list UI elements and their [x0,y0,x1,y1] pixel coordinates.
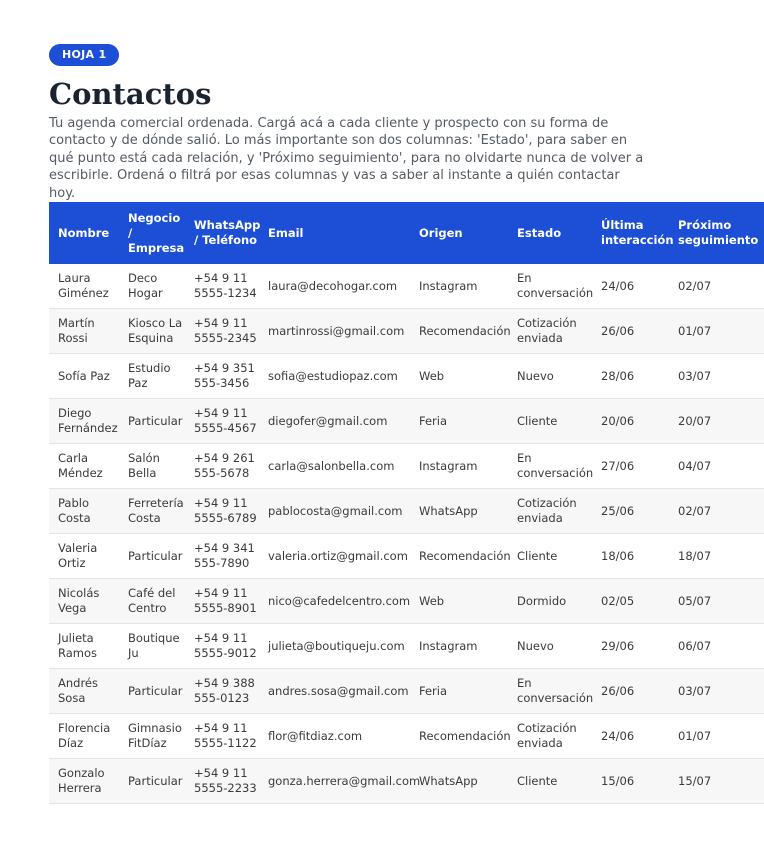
cell-estado[interactable]: En conversación [508,264,592,309]
cell-estado[interactable]: Cotización enviada [508,714,592,759]
cell-email[interactable]: gonza.herrera@gmail.com [259,759,410,804]
cell-origen[interactable]: Instagram [410,624,508,669]
table-row[interactable] [49,264,764,309]
cell-proximo[interactable]: 03/07 [669,354,764,399]
col-header-nombre[interactable]: Nombre [49,202,119,264]
col-header-whatsapp[interactable]: WhatsApp / Teléfono [185,202,259,264]
cell-email[interactable]: diegofer@gmail.com [259,399,410,444]
cell-negocio[interactable]: Salón Bella [119,444,185,489]
cell-negocio[interactable]: Kiosco La Esquina [119,309,185,354]
cell-ultima[interactable]: 25/06 [592,489,669,534]
page-description: Tu agenda comercial ordenada. Cargá acá a cada cliente y prospecto con su forma de contacto y de dónde salió. Lo más importante son dos columnas: 'Estado', para saber en qué punto está cada relación, y 'Próximo seguimiento', para no olvidarte nunca de volver a escribirle. Ordená o filtrá por esas columnas y vas a saber al instante a quién contactar hoy. [49,116,644,201]
contacts-table [49,202,764,804]
cell-negocio[interactable]: Particular [119,534,185,579]
cell-ultima[interactable]: 26/06 [592,309,669,354]
cell-proximo[interactable]: 20/07 [669,399,764,444]
cell-whatsapp[interactable]: +54 9 11 5555-8901 [185,579,259,624]
cell-proximo[interactable]: 02/07 [669,264,764,309]
page-title: Contactos [49,77,212,111]
cell-whatsapp[interactable]: +54 9 351 555-3456 [185,354,259,399]
cell-ultima[interactable]: 29/06 [592,624,669,669]
cell-negocio[interactable]: Estudio Paz [119,354,185,399]
table-row[interactable] [49,309,764,354]
col-header-estado[interactable]: Estado [508,202,592,264]
cell-origen[interactable]: Web [410,579,508,624]
cell-negocio[interactable]: Particular [119,669,185,714]
cell-origen[interactable]: Feria [410,669,508,714]
cell-nombre[interactable]: Diego Fernández [49,399,119,444]
cell-proximo[interactable]: 02/07 [669,489,764,534]
cell-proximo[interactable]: 01/07 [669,309,764,354]
cell-email[interactable]: martinrossi@gmail.com [259,309,410,354]
cell-email[interactable]: julieta@boutiqueju.com [259,624,410,669]
cell-negocio[interactable]: Boutique Ju [119,624,185,669]
cell-origen[interactable]: Feria [410,399,508,444]
col-header-email[interactable]: Email [259,202,410,264]
cell-nombre[interactable]: Valeria Ortiz [49,534,119,579]
cell-ultima[interactable]: 27/06 [592,444,669,489]
table-header [49,202,764,264]
cell-whatsapp[interactable]: +54 9 11 5555-2345 [185,309,259,354]
cell-estado[interactable]: En conversación [508,669,592,714]
cell-email[interactable]: laura@decohogar.com [259,264,410,309]
cell-ultima[interactable]: 28/06 [592,354,669,399]
cell-whatsapp[interactable]: +54 9 11 5555-1122 [185,714,259,759]
table-row[interactable] [49,669,764,714]
cell-estado[interactable]: Cliente [508,759,592,804]
cell-nombre[interactable]: Pablo Costa [49,489,119,534]
cell-estado[interactable]: Nuevo [508,624,592,669]
cell-estado[interactable]: En conversación [508,444,592,489]
table-row[interactable] [49,399,764,444]
cell-email[interactable]: flor@fitdiaz.com [259,714,410,759]
cell-proximo[interactable]: 06/07 [669,624,764,669]
cell-email[interactable]: valeria.ortiz@gmail.com [259,534,410,579]
table-row[interactable] [49,534,764,579]
header-row [49,202,764,264]
cell-ultima[interactable]: 20/06 [592,399,669,444]
table-row[interactable] [49,624,764,669]
cell-email[interactable]: carla@salonbella.com [259,444,410,489]
cell-origen[interactable]: Instagram [410,264,508,309]
table-row[interactable] [49,489,764,534]
cell-proximo[interactable]: 15/07 [669,759,764,804]
cell-negocio[interactable]: Gimnasio FitDíaz [119,714,185,759]
cell-email[interactable]: sofia@estudiopaz.com [259,354,410,399]
cell-ultima[interactable]: 02/05 [592,579,669,624]
table-row[interactable] [49,714,764,759]
table-body [49,264,764,804]
cell-estado[interactable]: Nuevo [508,354,592,399]
cell-whatsapp[interactable]: +54 9 388 555-0123 [185,669,259,714]
cell-whatsapp[interactable]: +54 9 11 5555-1234 [185,264,259,309]
cell-whatsapp[interactable]: +54 9 11 5555-4567 [185,399,259,444]
cell-estado[interactable]: Cliente [508,399,592,444]
cell-origen[interactable]: Recomendación [410,714,508,759]
cell-origen[interactable]: Instagram [410,444,508,489]
cell-whatsapp[interactable]: +54 9 341 555-7890 [185,534,259,579]
cell-proximo[interactable]: 18/07 [669,534,764,579]
cell-negocio[interactable]: Ferretería Costa [119,489,185,534]
cell-origen[interactable]: WhatsApp [410,489,508,534]
cell-nombre[interactable]: Gonzalo Herrera [49,759,119,804]
sheet-badge: HOJA 1 [49,44,119,66]
cell-email[interactable]: pablocosta@gmail.com [259,489,410,534]
cell-origen[interactable]: WhatsApp [410,759,508,804]
cell-nombre[interactable]: Andrés Sosa [49,669,119,714]
cell-ultima[interactable]: 24/06 [592,264,669,309]
cell-whatsapp[interactable]: +54 9 11 5555-6789 [185,489,259,534]
cell-nombre[interactable]: Laura Giménez [49,264,119,309]
table-row[interactable] [49,579,764,624]
col-header-origen[interactable]: Origen [410,202,508,264]
table-row[interactable] [49,444,764,489]
table-row[interactable] [49,759,764,804]
cell-estado[interactable]: Cotización enviada [508,309,592,354]
cell-email[interactable]: andres.sosa@gmail.com [259,669,410,714]
cell-nombre[interactable]: Martín Rossi [49,309,119,354]
cell-proximo[interactable]: 05/07 [669,579,764,624]
cell-nombre[interactable]: Sofía Paz [49,354,119,399]
cell-whatsapp[interactable]: +54 9 261 555-5678 [185,444,259,489]
cell-nombre[interactable]: Nicolás Vega [49,579,119,624]
cell-whatsapp[interactable]: +54 9 11 5555-9012 [185,624,259,669]
table-row[interactable] [49,354,764,399]
cell-origen[interactable]: Web [410,354,508,399]
cell-nombre[interactable]: Florencia Díaz [49,714,119,759]
cell-proximo[interactable]: 01/07 [669,714,764,759]
cell-negocio[interactable]: Café del Centro [119,579,185,624]
cell-proximo[interactable]: 03/07 [669,669,764,714]
cell-nombre[interactable]: Julieta Ramos [49,624,119,669]
cell-ultima[interactable]: 18/06 [592,534,669,579]
cell-negocio[interactable]: Deco Hogar [119,264,185,309]
cell-ultima[interactable]: 15/06 [592,759,669,804]
cell-estado[interactable]: Cotización enviada [508,489,592,534]
cell-origen[interactable]: Recomendación [410,309,508,354]
cell-estado[interactable]: Cliente [508,534,592,579]
col-header-negocio[interactable]: Negocio / Empresa [119,202,185,264]
cell-estado[interactable]: Dormido [508,579,592,624]
col-header-ultima[interactable]: Última interacción [592,202,669,264]
cell-ultima[interactable]: 24/06 [592,714,669,759]
cell-whatsapp[interactable]: +54 9 11 5555-2233 [185,759,259,804]
cell-nombre[interactable]: Carla Méndez [49,444,119,489]
cell-negocio[interactable]: Particular [119,399,185,444]
cell-origen[interactable]: Recomendación [410,534,508,579]
cell-email[interactable]: nico@cafedelcentro.com [259,579,410,624]
cell-negocio[interactable]: Particular [119,759,185,804]
cell-proximo[interactable]: 04/07 [669,444,764,489]
cell-ultima[interactable]: 26/06 [592,669,669,714]
col-header-proximo[interactable]: Próximo seguimiento [669,202,764,264]
